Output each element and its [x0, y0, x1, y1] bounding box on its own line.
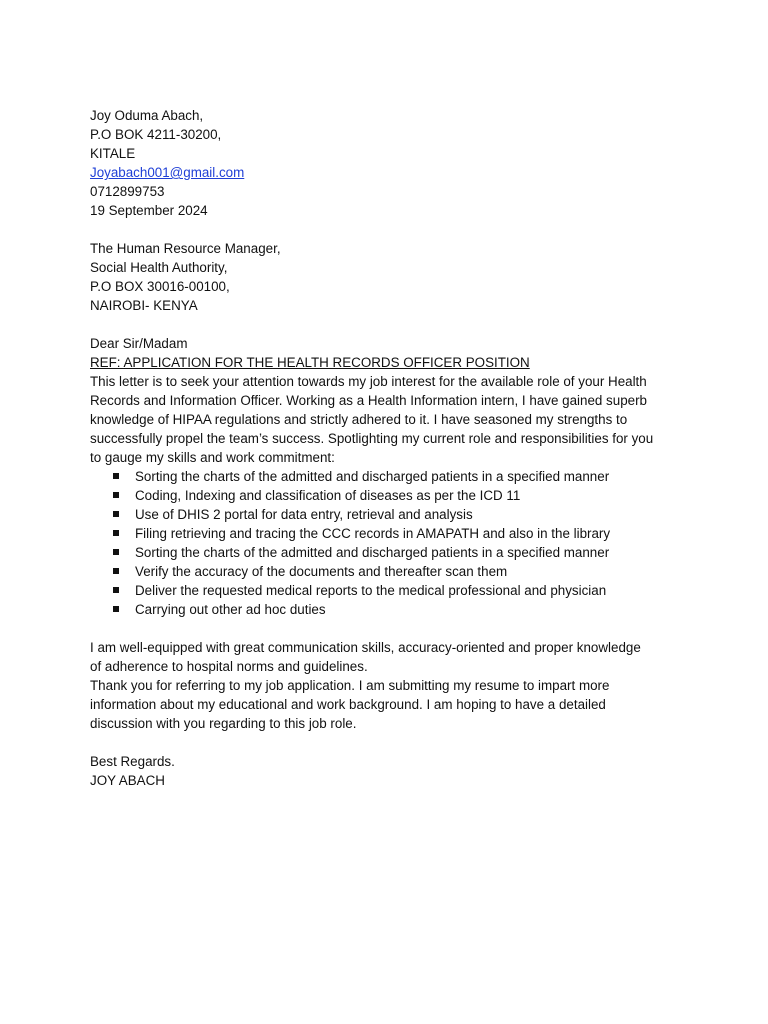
recipient-city: NAIROBI- KENYA [90, 298, 198, 313]
sender-phone: 0712899753 [90, 184, 165, 199]
list-item: Sorting the charts of the admitted and discharged patients in a specified manner [90, 543, 690, 562]
intro-line: to gauge my skills and work commitment: [90, 450, 335, 465]
list-item: Carrying out other ad hoc duties [90, 600, 690, 619]
square-bullet-icon [113, 473, 119, 479]
list-item: Coding, Indexing and classification of diseases as per the ICD 11 [90, 486, 690, 505]
duties-list [90, 467, 690, 619]
signature-name: JOY ABACH [90, 773, 165, 788]
sender-email-link[interactable]: Joyabach001@gmail.com [90, 165, 245, 180]
sender-name: Joy Oduma Abach, [90, 108, 204, 123]
intro-line: knowledge of HIPAA regulations and strictly adhered to it. I have seasoned my strengths to [90, 412, 628, 427]
square-bullet-icon [113, 530, 119, 536]
closing-paragraph [90, 676, 682, 733]
recipient-title: The Human Resource Manager, [90, 241, 281, 256]
reference-line: REF: APPLICATION FOR THE HEALTH RECORDS OFFICER POSITION [90, 355, 530, 370]
recipient-organization: Social Health Authority, [90, 260, 228, 275]
list-item: Verify the accuracy of the documents and thereafter scan them [90, 562, 690, 581]
square-bullet-icon [113, 492, 119, 498]
skills-line: I am well-equipped with great communication skills, accuracy-oriented and proper knowledge [90, 640, 641, 655]
square-bullet-icon [113, 549, 119, 555]
list-item: Sorting the charts of the admitted and discharged patients in a specified manner [90, 467, 690, 486]
intro-line: This letter is to seek your attention towards my job interest for the available role of your Health [90, 374, 647, 389]
closing-line: information about my educational and work background. I am hoping to have a detailed [90, 697, 606, 712]
closing-line: Thank you for referring to my job application. I am submitting my resume to impart more [90, 678, 610, 693]
letter-page [90, 106, 690, 790]
intro-line: successfully propel the team’s success. Spotlighting my current role and responsibilities for you [90, 431, 654, 446]
signoff: Best Regards. [90, 754, 175, 769]
square-bullet-icon [113, 606, 119, 612]
square-bullet-icon [113, 511, 119, 517]
intro-paragraph [90, 372, 682, 467]
list-item: Deliver the requested medical reports to the medical professional and physician [90, 581, 690, 600]
list-item: Filing retrieving and tracing the CCC records in AMAPATH and also in the library [90, 524, 690, 543]
square-bullet-icon [113, 587, 119, 593]
recipient-block [90, 239, 690, 315]
intro-line: Records and Information Officer. Working as a Health Information intern, I have gained superb [90, 393, 648, 408]
sender-town: KITALE [90, 146, 136, 161]
skills-paragraph [90, 638, 682, 676]
letter-date: 19 September 2024 [90, 203, 208, 218]
sender-address: P.O BOK 4211-30200, [90, 127, 222, 142]
sender-block [90, 106, 690, 220]
recipient-address: P.O BOX 30016-00100, [90, 279, 230, 294]
skills-line: of adherence to hospital norms and guidelines. [90, 659, 368, 674]
salutation: Dear Sir/Madam [90, 336, 188, 351]
list-item: Use of DHIS 2 portal for data entry, retrieval and analysis [90, 505, 690, 524]
closing-line: discussion with you regarding to this job role. [90, 716, 357, 731]
square-bullet-icon [113, 568, 119, 574]
